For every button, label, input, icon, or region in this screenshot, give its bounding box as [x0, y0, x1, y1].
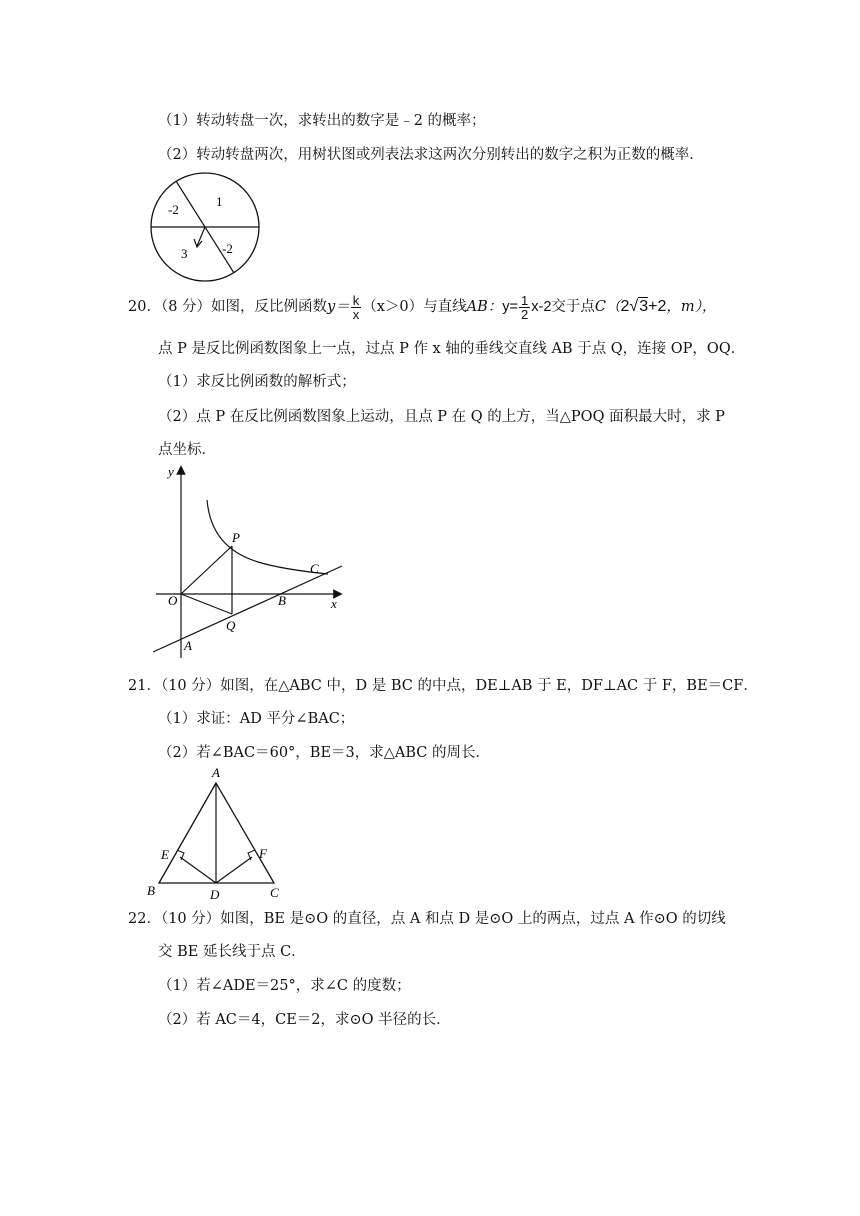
segment-df: [216, 857, 252, 883]
q20-line1: [128, 293, 716, 321]
q20-fraction-half: [519, 294, 530, 321]
q20-number: 20．: [128, 299, 161, 315]
q20-text-a: 如图，反比例函数: [211, 299, 328, 315]
spinner-label-3: 3: [181, 246, 188, 261]
label-a: A: [212, 765, 220, 780]
q19-part1: （1）转动转盘一次，求转出的数字是﹣2 的概率；: [158, 113, 486, 129]
q20-m-tail: ，m），: [666, 299, 717, 315]
label-x: x: [331, 596, 337, 611]
spinner-label-1: 1: [216, 194, 223, 209]
q20-fraction-k-over-x: [351, 294, 362, 321]
q20-frac-denominator: x: [352, 306, 360, 322]
label-c: C: [270, 885, 279, 900]
q20-line-rest: x-2: [531, 299, 552, 315]
q20-half-denominator: 2: [521, 306, 529, 322]
label-o: O: [168, 593, 178, 608]
label-f: F: [259, 846, 267, 861]
q20-text-b: 交于点: [551, 299, 595, 315]
q20-condition: （x＞0）与直线: [362, 299, 467, 315]
label-e: E: [161, 847, 169, 862]
q20-sqrt-expression: 2√3+2: [620, 298, 667, 315]
label-c: C: [310, 561, 319, 576]
q20-sqrt-coef: 2: [620, 298, 630, 315]
q20-y-eq: y＝: [327, 299, 350, 315]
label-q: Q: [226, 618, 236, 633]
q22-line2: 交 BE 延长线于点 C．: [158, 944, 306, 960]
spinner-label-neg2-bottom: -2: [222, 241, 233, 256]
q21-part1: （1）求证：AD 平分∠BAC；: [158, 711, 355, 727]
label-p: P: [232, 530, 240, 545]
q20-frac-numerator: k: [352, 292, 360, 308]
label-b: B: [147, 883, 155, 898]
q21-line1: 21．（10 分）如图，在△ABC 中，D 是 BC 的中点，DE⊥AB 于 E，DF⊥AC 于 F，BE＝CF．: [128, 678, 758, 694]
q19-part2: （2）转动转盘两次，用树状图或列表法求这两次分别转出的数字之积为正数的概率．: [158, 147, 704, 163]
spinner-label-neg2-top: -2: [168, 202, 179, 217]
q21-part2: （2）若∠BAC＝60°，BE＝3，求△ABC 的周长．: [158, 745, 491, 761]
spinner-pointer: [197, 227, 205, 246]
q21-triangle-figure: [144, 763, 289, 902]
q20-score: （8 分）: [160, 299, 212, 315]
label-d: D: [210, 887, 220, 902]
label-b: B: [278, 593, 286, 608]
q20-sqrt-arg: 3: [639, 298, 649, 315]
label-a: A: [184, 638, 192, 653]
q22-part2: （2）若 AC＝4，CE＝2，求⊙O 半径的长．: [158, 1012, 451, 1028]
q20-part2b: 点坐标．: [158, 442, 216, 458]
q20-half-numerator: 1: [521, 292, 529, 308]
q22-part1: （1）若∠ADE＝25°，求∠C 的度数；: [158, 978, 411, 994]
q20-line2: 点 P 是反比例函数图象上一点，过点 P 作 x 轴的垂线交直线 AB 于点 Q，连接 OP，OQ．: [158, 341, 746, 357]
q22-line1: 22．（10 分）如图，BE 是⊙O 的直径，点 A 和点 D 是⊙O 上的两点，过点 A 作⊙O 的切线: [128, 911, 726, 927]
q20-part2: （2）点 P 在反比例函数图象上运动，且点 P 在 Q 的上方，当△POQ 面积最大时，求 P: [158, 409, 725, 425]
segment-oq: [181, 594, 232, 614]
q20-point-c: C（: [594, 299, 621, 315]
label-y: y: [168, 464, 174, 479]
q20-ab: AB：: [466, 299, 503, 315]
segment-de: [180, 857, 216, 883]
q20-coordinate-figure: [148, 462, 350, 666]
segment-op: [181, 546, 232, 594]
q20-part1: （1）求反比例函数的解析式；: [158, 374, 356, 390]
spinner-figure: [146, 170, 264, 286]
q20-line-y: y=: [502, 299, 519, 315]
q20-plus2: +2: [648, 298, 667, 315]
